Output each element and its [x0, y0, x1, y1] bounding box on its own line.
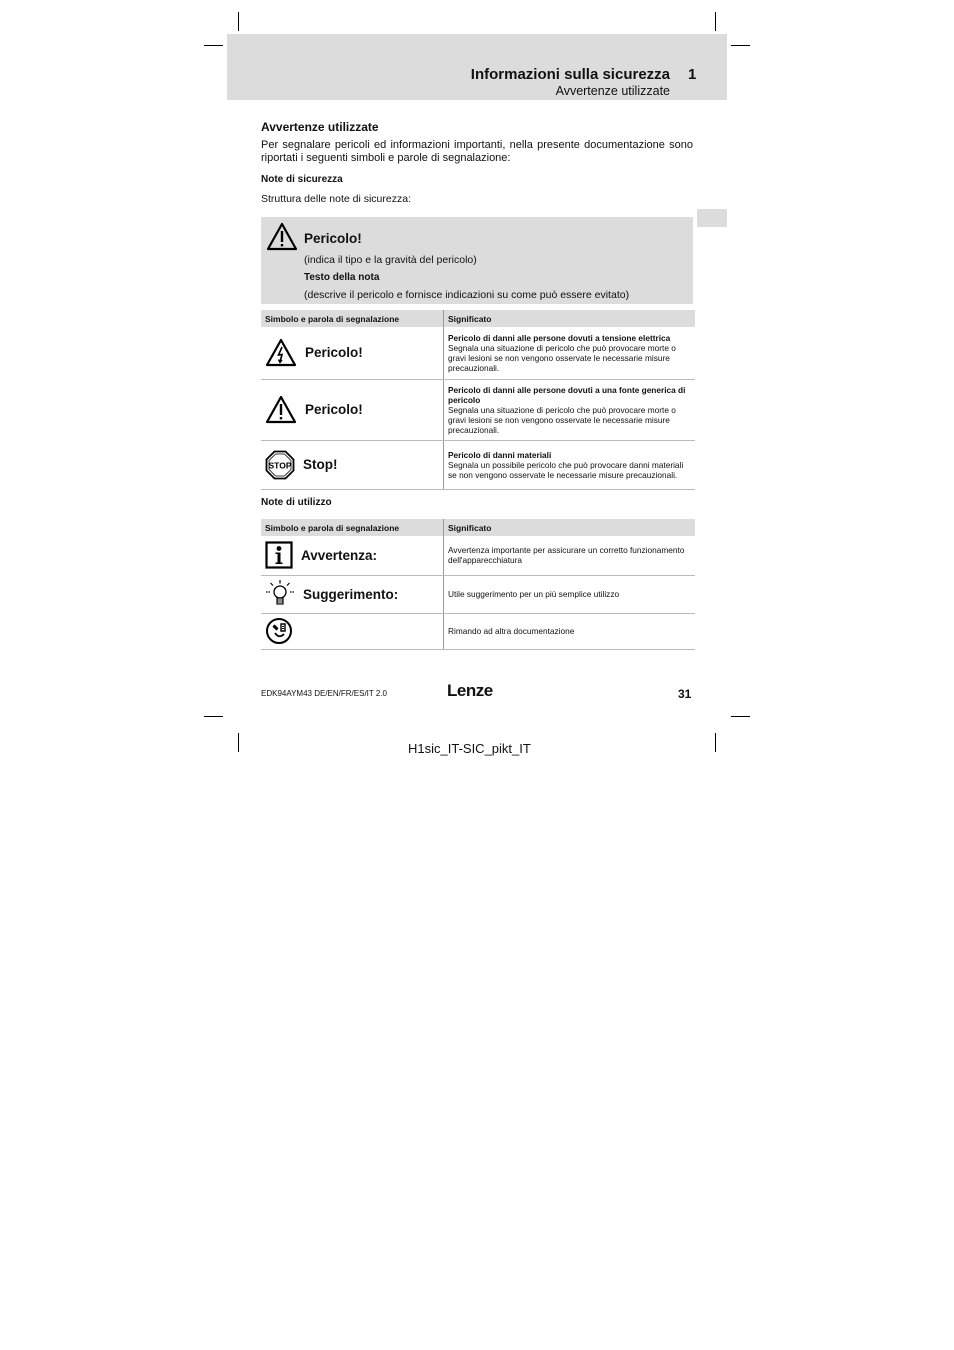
- table-row: [261, 327, 695, 379]
- box-line-type: (indica il tipo e la gravità del pericolo): [304, 254, 477, 266]
- usage-notes-heading: Note di utilizzo: [261, 497, 332, 508]
- crop-mark: [715, 733, 716, 752]
- reference-icon: [265, 617, 293, 645]
- chapter-title: Informazioni sulla sicurezza: [470, 66, 670, 83]
- crop-mark: [204, 716, 223, 717]
- table-row: [261, 575, 695, 613]
- crop-mark: [731, 45, 750, 46]
- crop-mark: [731, 716, 750, 717]
- electric-hazard-icon: [265, 338, 297, 367]
- meaning-title: Pericolo di danni alle persone dovuti a tensione elettrica: [448, 332, 671, 343]
- table-row: [261, 613, 695, 649]
- meaning-title: Pericolo di danni materiali: [448, 449, 552, 460]
- crop-mark: [204, 45, 223, 46]
- table-row: [261, 536, 695, 575]
- crop-mark: [238, 733, 239, 752]
- safety-symbols-table: [261, 310, 695, 490]
- signal-word: Avvertenza:: [301, 547, 378, 563]
- stop-sign-icon: [265, 450, 295, 480]
- column-header-meaning: Significato: [444, 310, 696, 327]
- table-row: [261, 379, 695, 440]
- signal-word: Pericolo!: [305, 345, 363, 361]
- intro-paragraph: Per segnalare pericoli ed informazioni importanti, nella presente documentazione sono riportati i seguenti simboli e parole di segnalazione:: [261, 139, 693, 164]
- document-code: EDK94AYM43 DE/EN/FR/ES/IT 2.0: [261, 689, 387, 698]
- page-number: 31: [678, 687, 692, 701]
- meaning-title: Pericolo di danni alle persone dovuti a una fonte generica di pericolo: [448, 384, 686, 405]
- general-hazard-icon: [266, 222, 298, 251]
- chapter-subtitle: Avvertenze utilizzate: [555, 84, 670, 98]
- meaning-text: Segnala una situazione di pericolo che può provocare morte o gravi lesioni se non vengono osservate le necessarie misure precauzionali.: [448, 404, 676, 435]
- info-icon: [265, 541, 293, 569]
- meaning-text: Rimando ad altra documentazione: [444, 613, 696, 649]
- box-line-title: Testo della nota: [304, 272, 380, 283]
- meaning-text: Segnala una situazione di pericolo che può provocare morte o gravi lesioni se non vengono osservate le necessarie misure precauzionali.: [448, 342, 676, 373]
- chapter-number: 1: [688, 66, 697, 83]
- lightbulb-icon: [265, 579, 295, 609]
- column-header-meaning: Significato: [444, 519, 696, 536]
- general-hazard-icon: [265, 395, 297, 424]
- side-tab-marker: [697, 209, 727, 227]
- column-header-symbol: Simbolo e parola di segnalazione: [261, 519, 444, 536]
- section-title: Avvertenze utilizzate: [261, 120, 379, 134]
- signal-word: Suggerimento:: [303, 586, 399, 602]
- svg-text:STOP: STOP: [268, 460, 292, 470]
- usage-symbols-table: [261, 519, 695, 650]
- meaning-text: Avvertenza importante per assicurare un corretto funzionamento dell'apparecchiatura: [444, 536, 696, 575]
- structure-label: Struttura delle note di sicurezza:: [261, 193, 411, 205]
- safety-notes-heading: Note di sicurezza: [261, 174, 343, 185]
- signal-word: Pericolo!: [305, 402, 363, 417]
- table-header-row: [261, 519, 695, 536]
- crop-mark: [238, 12, 239, 31]
- box-line-description: (descrive il pericolo e fornisce indicazioni su come può essere evitato): [304, 289, 630, 301]
- column-header-symbol: Simbolo e parola di segnalazione: [261, 310, 444, 327]
- signal-word: Stop!: [303, 457, 338, 472]
- table-header-row: [261, 310, 695, 327]
- meaning-text: Segnala un possibile pericolo che può provocare danni materiali se non vengono osservate le necessarie misure precauzionali.: [448, 459, 684, 480]
- box-signal-word: Pericolo!: [304, 231, 362, 246]
- meaning-text: Utile suggerimento per un più semplice utilizzo: [444, 575, 696, 613]
- lenze-logo: Lenze: [447, 681, 493, 700]
- crop-mark: [715, 12, 716, 31]
- page-identifier: H1sic_IT-SIC_pikt_IT: [408, 741, 531, 756]
- table-row: [261, 440, 695, 489]
